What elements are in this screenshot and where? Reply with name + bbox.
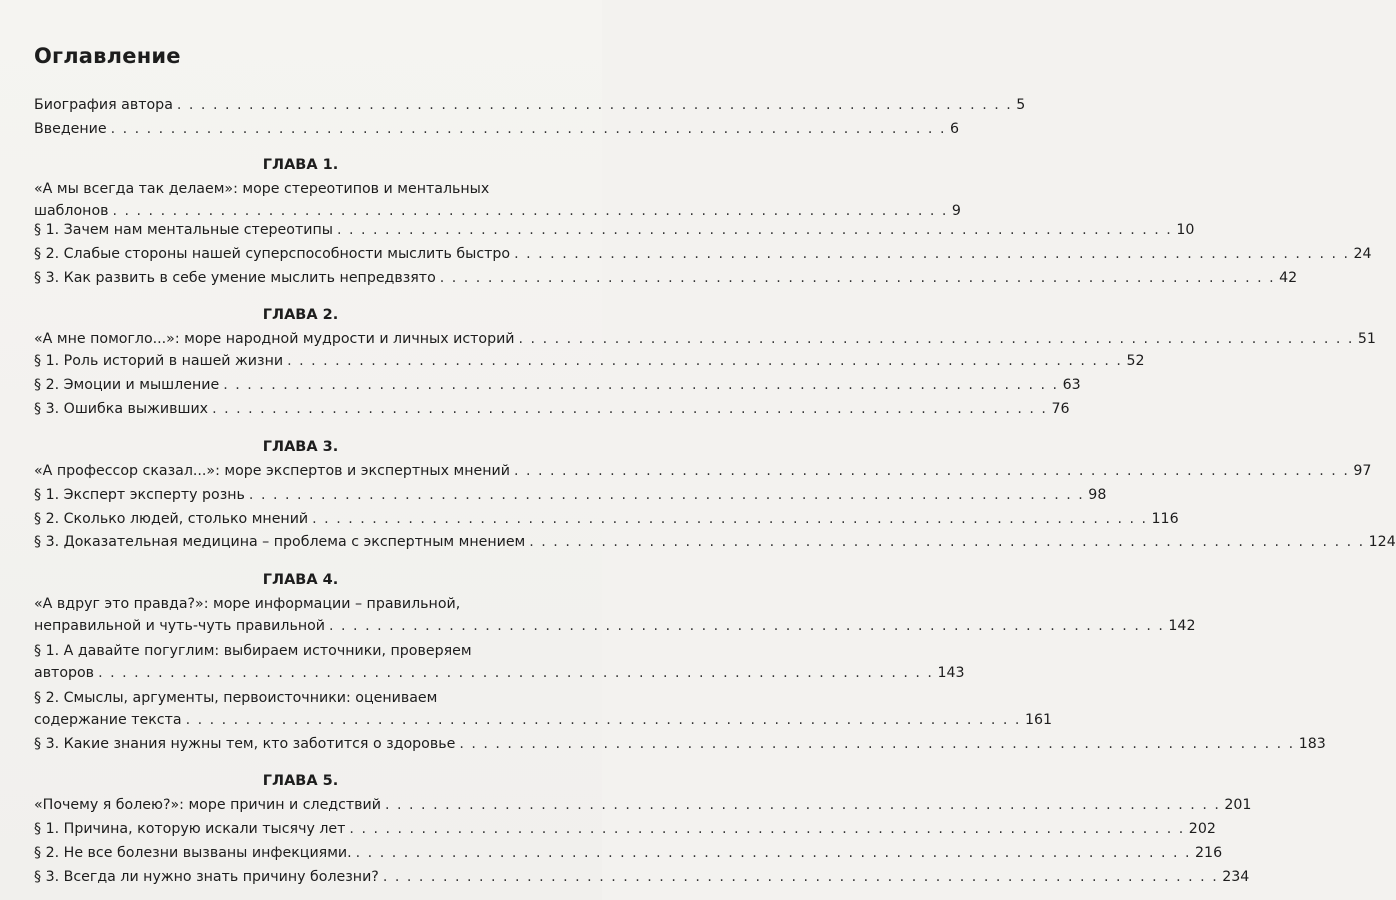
leader-dots <box>383 866 1218 888</box>
entry-text: Биография автора <box>34 97 173 113</box>
page-number: 124 <box>1368 534 1396 550</box>
chapter-heading: ГЛАВА 4. <box>262 572 339 588</box>
page-number: 142 <box>1168 618 1196 634</box>
toc-entry <box>34 818 1216 840</box>
entry-text: § 1. Роль историй в нашей жизни <box>34 353 284 369</box>
entry-text: § 1. Зачем нам ментальные стереотипы <box>34 222 333 238</box>
toc-entry <box>34 640 965 684</box>
leader-dots <box>287 350 1122 372</box>
entry-text: авторов <box>34 665 95 681</box>
toc-entry <box>34 243 1372 265</box>
entry-text: § 3. Всегда ли нужно знать причину болезни? <box>34 869 379 885</box>
page-number: 63 <box>1062 377 1081 393</box>
page-number: 5 <box>1016 97 1026 113</box>
page-number: 143 <box>937 665 965 681</box>
toc-entry <box>34 328 1376 350</box>
toc-entry <box>34 374 1081 396</box>
leader-dots <box>514 460 1349 482</box>
entry-text-line1: «А вдруг это правда?»: море информации – правильной, <box>34 596 461 612</box>
toc-entry <box>34 687 1053 731</box>
page-number: 42 <box>1279 270 1298 286</box>
toc-entry <box>34 219 1195 241</box>
leader-dots <box>459 733 1294 755</box>
page-number: 24 <box>1353 246 1372 262</box>
entry-text: «Почему я болею?»: море причин и следствий <box>34 797 381 813</box>
entry-text: «А мне помогло...»: море народной мудрости и личных историй <box>34 331 515 347</box>
page-number: 183 <box>1298 736 1326 752</box>
toc-entry <box>34 350 1145 372</box>
toc-entry-introduction <box>34 118 959 140</box>
leader-dots <box>519 328 1354 350</box>
toc-entry <box>34 267 1298 289</box>
page-number: 201 <box>1224 797 1252 813</box>
toc-entry <box>34 531 1396 553</box>
leader-dots <box>177 94 1012 116</box>
entry-text: § 3. Как развить в себе умение мыслить непредвзято <box>34 270 436 286</box>
entry-text: § 1. Эксперт эксперту рознь <box>34 487 245 503</box>
chapter-heading: ГЛАВА 2. <box>262 307 339 323</box>
entry-text: шаблонов <box>34 203 109 219</box>
page-number: 161 <box>1024 712 1053 728</box>
leader-dots <box>440 267 1275 289</box>
entry-text: «А профессор сказал...»: море экспертов и экспертных мнений <box>34 463 510 479</box>
entry-text: § 2. Эмоции и мышление <box>34 377 220 393</box>
entry-text: § 2. Слабые стороны нашей суперспособности мыслить быстро <box>34 246 511 262</box>
entry-text-line1: § 1. А давайте погуглим: выбираем источники, проверяем <box>34 643 472 659</box>
page-number: 216 <box>1195 845 1223 861</box>
leader-dots <box>337 219 1172 241</box>
toc-entry <box>34 178 961 222</box>
page-number: 52 <box>1126 353 1145 369</box>
leader-dots <box>212 398 1047 420</box>
toc-entry <box>34 484 1107 506</box>
entry-text: § 2. Сколько людей, столько мнений <box>34 511 309 527</box>
page-number: 51 <box>1357 331 1376 347</box>
entry-text: § 3. Ошибка выживших <box>34 401 209 417</box>
page-number: 9 <box>951 203 961 219</box>
leader-dots <box>356 842 1191 864</box>
page-number: 202 <box>1188 821 1216 837</box>
page-number: 98 <box>1088 487 1107 503</box>
leader-dots <box>529 531 1364 553</box>
page-title: Оглавление <box>34 44 181 68</box>
leader-dots <box>111 118 946 140</box>
toc-entry <box>34 794 1252 816</box>
toc-entry <box>34 733 1326 755</box>
page-number: 97 <box>1353 463 1372 479</box>
leader-dots <box>249 484 1084 506</box>
leader-dots <box>312 508 1147 530</box>
entry-text: § 3. Доказательная медицина – проблема с экспертным мнением <box>34 534 526 550</box>
leader-dots <box>223 374 1058 396</box>
entry-text: § 3. Какие знания нужны тем, кто заботится о здоровье <box>34 736 456 752</box>
entry-text: § 1. Причина, которую искали тысячу лет <box>34 821 346 837</box>
page-number: 234 <box>1222 869 1250 885</box>
entry-text: § 2. Не все болезни вызваны инфекциями. <box>34 845 352 861</box>
leader-dots <box>98 662 933 684</box>
leader-dots <box>385 794 1220 816</box>
entry-text-line1: «А мы всегда так делаем»: море стереотипов и ментальных <box>34 181 490 197</box>
chapter-heading: ГЛАВА 3. <box>262 439 339 455</box>
toc-entry <box>34 866 1250 888</box>
entry-text-line1: § 2. Смыслы, аргументы, первоисточники: оцениваем <box>34 690 438 706</box>
toc-entry <box>34 460 1372 482</box>
toc-entry <box>34 842 1223 864</box>
page-number: 6 <box>949 121 959 137</box>
toc-entry <box>34 508 1179 530</box>
leader-dots <box>186 709 1021 731</box>
page-number: 10 <box>1176 222 1195 238</box>
page-number: 116 <box>1151 511 1179 527</box>
toc-entry-biography <box>34 94 1026 116</box>
chapter-heading: ГЛАВА 1. <box>262 157 339 173</box>
entry-text: неправильной и чуть-чуть правильной <box>34 618 326 634</box>
leader-dots <box>329 615 1164 637</box>
toc-entry <box>34 593 1196 637</box>
toc-entry <box>34 398 1070 420</box>
leader-dots <box>514 243 1349 265</box>
entry-text: содержание текста <box>34 712 182 728</box>
leader-dots <box>349 818 1184 840</box>
entry-text: Введение <box>34 121 107 137</box>
chapter-heading: ГЛАВА 5. <box>262 773 339 789</box>
page-number: 76 <box>1051 401 1070 417</box>
